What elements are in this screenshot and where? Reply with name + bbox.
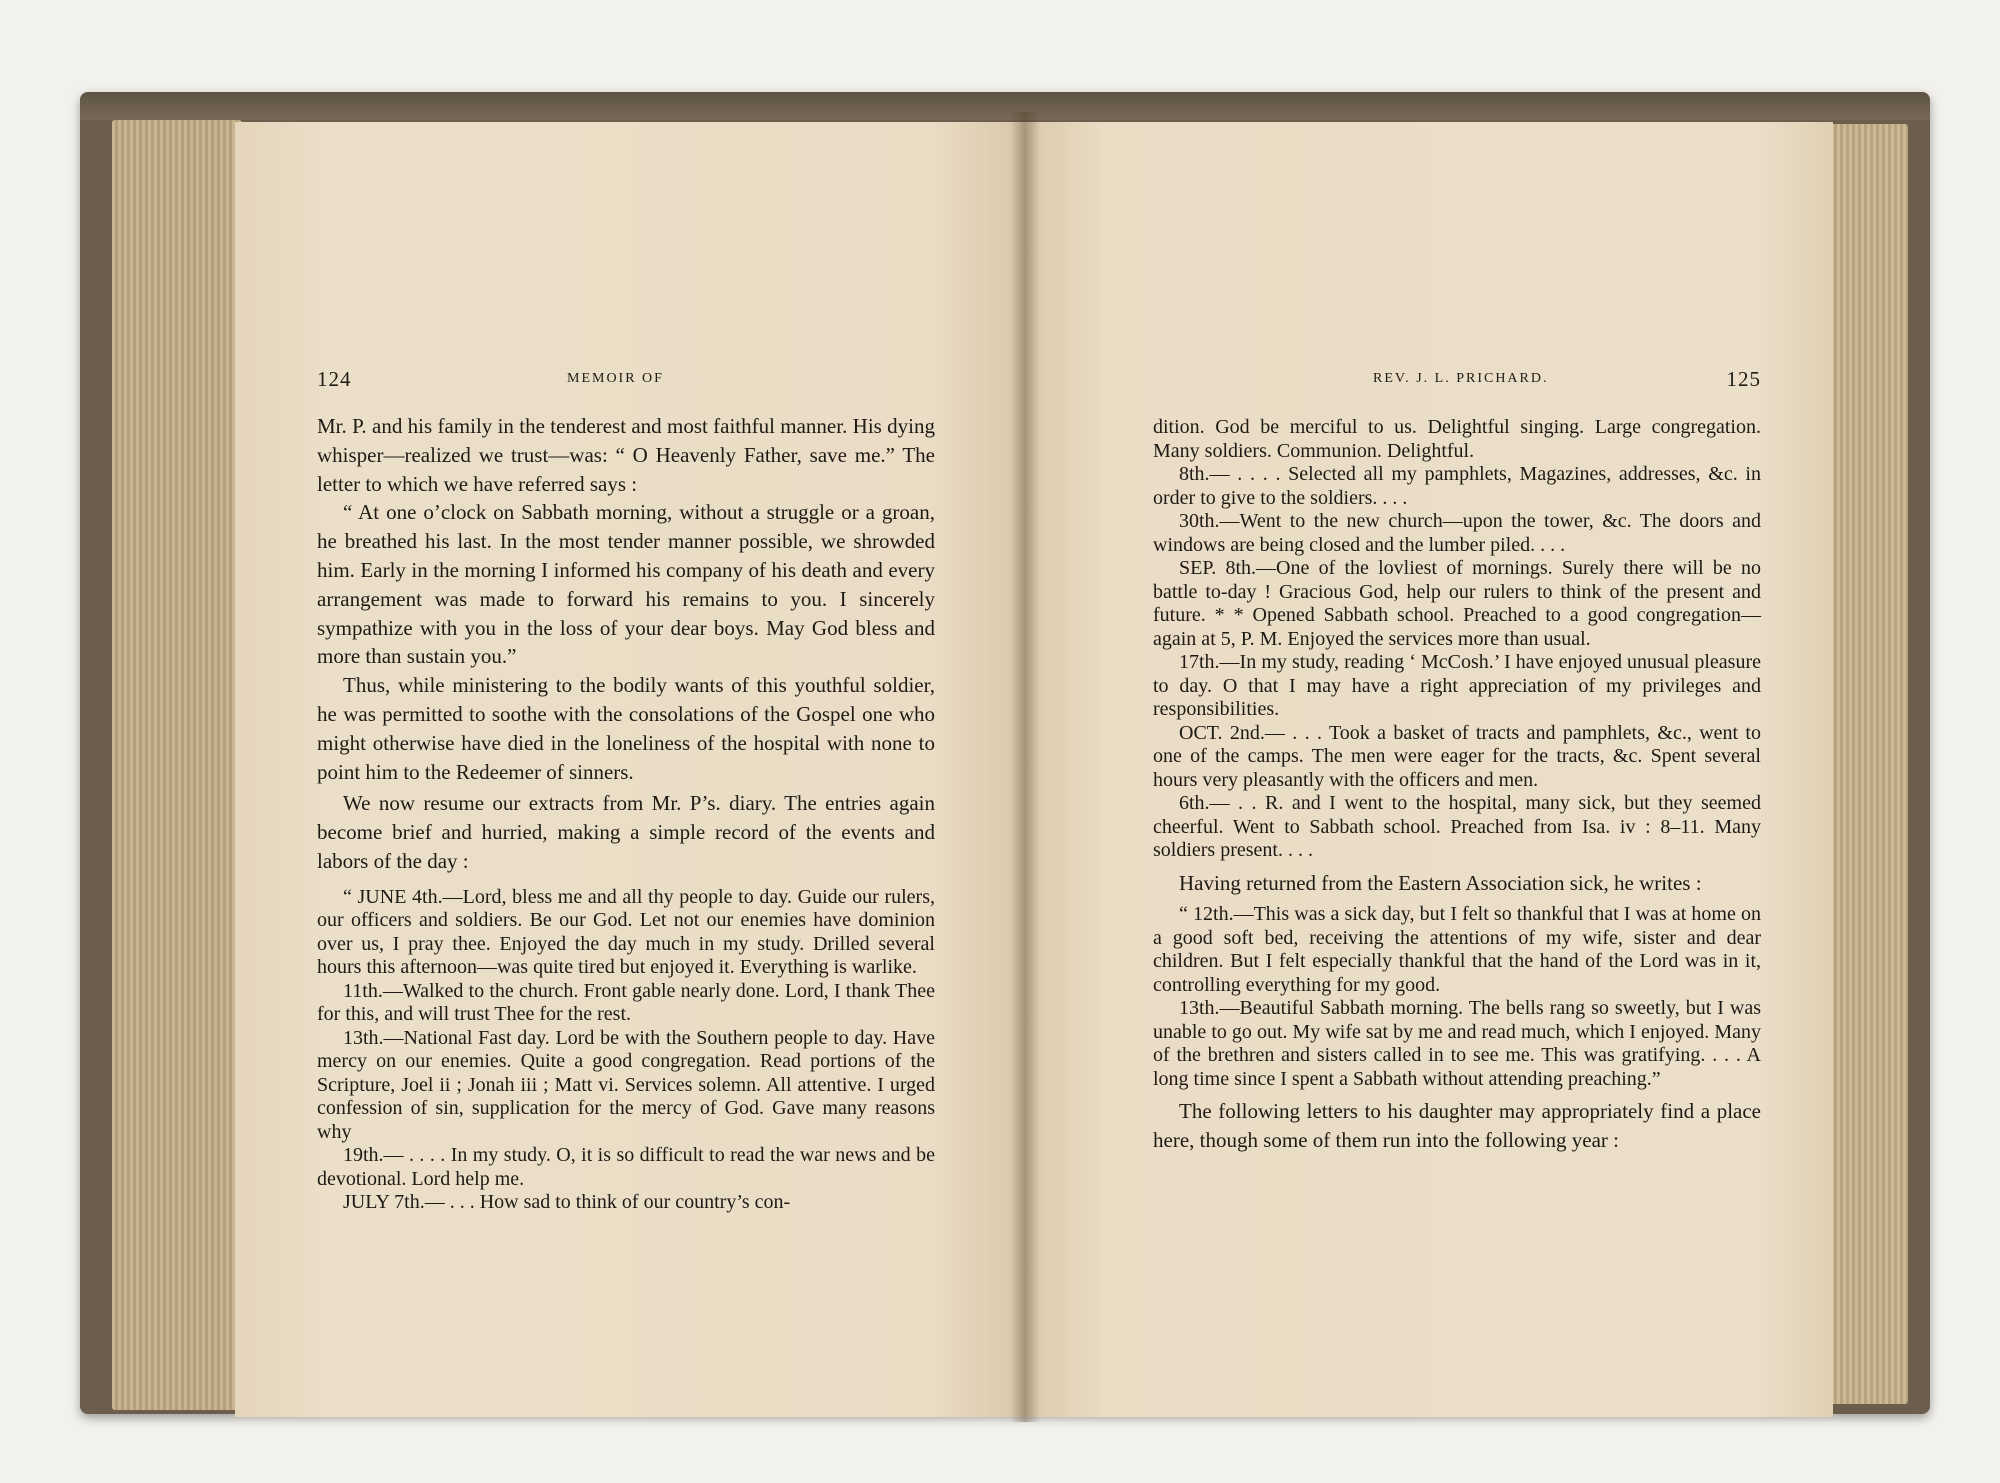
diary-entry: 30th.—Went to the new church—upon the tower, &c. The doors and windows are being closed and the lumber piled. . . .	[1153, 510, 1761, 556]
diary-entry: “ JUNE 4th.—Lord, bless me and all thy people to day. Guide our rulers, our officers and soldiers. Be our God. Let not our enemies have dominion over us, I pray thee. Enjoyed the day much in my study. Drilled several hours this afternoon—was quite tired but enjoyed it. Everything is warlike.	[317, 885, 935, 979]
diary-entry: 13th.—National Fast day. Lord be with the Southern people to day. Have mercy on our enemies. Quite a good congregation. Read portions of the Scripture, Joel ii ; Jonah iii ; Matt vi. Services solemn. All attentive. I urged confession of sin, supplication for the mercy of God. Gave many reasons why	[317, 1026, 935, 1143]
diary-entry: 11th.—Walked to the church. Front gable nearly done. Lord, I thank Thee for this, and will trust Thee for the rest.	[317, 979, 935, 1026]
book-gutter	[1010, 112, 1040, 1422]
left-page-number: 124	[317, 367, 352, 391]
right-page-body	[1153, 416, 1761, 1155]
diary-entry: 6th.— . . R. and I went to the hospital, many sick, but they seemed cheerful. Went to Sabbath school. Preached from Isa. iv : 8–11. Many soldiers present. . . .	[1153, 792, 1761, 861]
diary-entry: SEP. 8th.—One of the lovliest of mornings. Surely there will be no battle to-day ! Gracious God, help our rulers to think of the present and future. * * Opened Sabbath school. Preached to a good congregation—again at 5, P. M. Enjoyed the services more than usual.	[1153, 557, 1761, 650]
right-page-number: 125	[1726, 367, 1761, 391]
right-running-head: REV. J. L. PRICHARD.	[1373, 371, 1549, 386]
diary-entries-continued	[1153, 903, 1761, 1091]
diary-entry: JULY 7th.— . . . How sad to think of our country’s con-	[343, 1191, 791, 1214]
paragraph: Having returned from the Eastern Association sick, he writes :	[1179, 870, 1702, 895]
left-page-body	[317, 412, 935, 1215]
diary-entry: 19th.— . . . . In my study. O, it is so difficult to read the war news and be devotional. Lord help me.	[317, 1144, 935, 1190]
diary-entry: 8th.— . . . . Selected all my pamphlets, Magazines, addresses, &c. in order to give to the soldiers. . . .	[1153, 463, 1761, 509]
left-page-header	[317, 367, 935, 392]
diary-entry: dition. God be merciful to us. Delightful singing. Large congregation. Many soldiers. Communion. Delightful.	[1153, 416, 1761, 462]
paragraph: We now resume our extracts from Mr. P’s. diary. The entries again become brief and hurried, making a simple record of the events and labors of the day :	[317, 791, 935, 873]
book-spine-top	[80, 92, 1930, 120]
paragraph: Mr. P. and his family in the tenderest and most faithful manner. His dying whisper—realized we trust—was: “ O Heavenly Father, save me.” The letter to which we have referred says :	[317, 414, 935, 496]
diary-entry: “ 12th.—This was a sick day, but I felt so thankful that I was at home on a good soft bed, receiving the attentions of my wife, sister and dear children. But I felt especially thankful that the hand of the Lord was in it, controlling everything for my good.	[1153, 903, 1761, 996]
paragraph: Thus, while ministering to the bodily wants of this youthful soldier, he was permitted to soothe with the consolations of the Gospel one who might otherwise have died in the loneliness of the hospital with none to point him to the Redeemer of sinners.	[317, 673, 935, 784]
left-running-head: MEMOIR OF	[567, 371, 664, 386]
diary-entry: 13th.—Beautiful Sabbath morning. The bells rang so sweetly, but I was unable to go out. My wife sat by me and read much, which I enjoyed. Many of the brethren and sisters called in to see me. This was gratifying. . . . A long time since I spent a Sabbath without attending preaching.”	[1153, 997, 1761, 1090]
diary-entry: OCT. 2nd.— . . . Took a basket of tracts and pamphlets, &c., went to one of the camps. The men were eager for the tracts, &c. Spent several hours very pleasantly with the officers and men.	[1153, 721, 1761, 791]
diary-entry: 17th.—In my study, reading ‘ McCosh.’ I have enjoyed unusual pleasure to day. O that I may have a right appreciation of my privileges and responsibilities.	[1153, 651, 1761, 720]
diary-entries	[317, 886, 935, 1215]
paragraph: The following letters to his daughter may appropriately find a place here, though some of them run into the following year :	[1153, 1099, 1761, 1153]
left-page-edges	[112, 120, 242, 1410]
right-page-edges	[1828, 124, 1908, 1404]
right-page	[1023, 122, 1833, 1417]
diary-entries	[1153, 416, 1761, 863]
letter-quote: “ At one o’clock on Sabbath morning, without a struggle or a groan, he breathed his last. In the most tender manner possible, we shrowded him. Early in the morning I informed his company of his death and every arrangement was made to forward his remains to you. I sincerely sympathize with you in the loss of your dear boys. May God bless and more than sustain you.”	[317, 500, 935, 669]
left-page	[235, 122, 1025, 1417]
